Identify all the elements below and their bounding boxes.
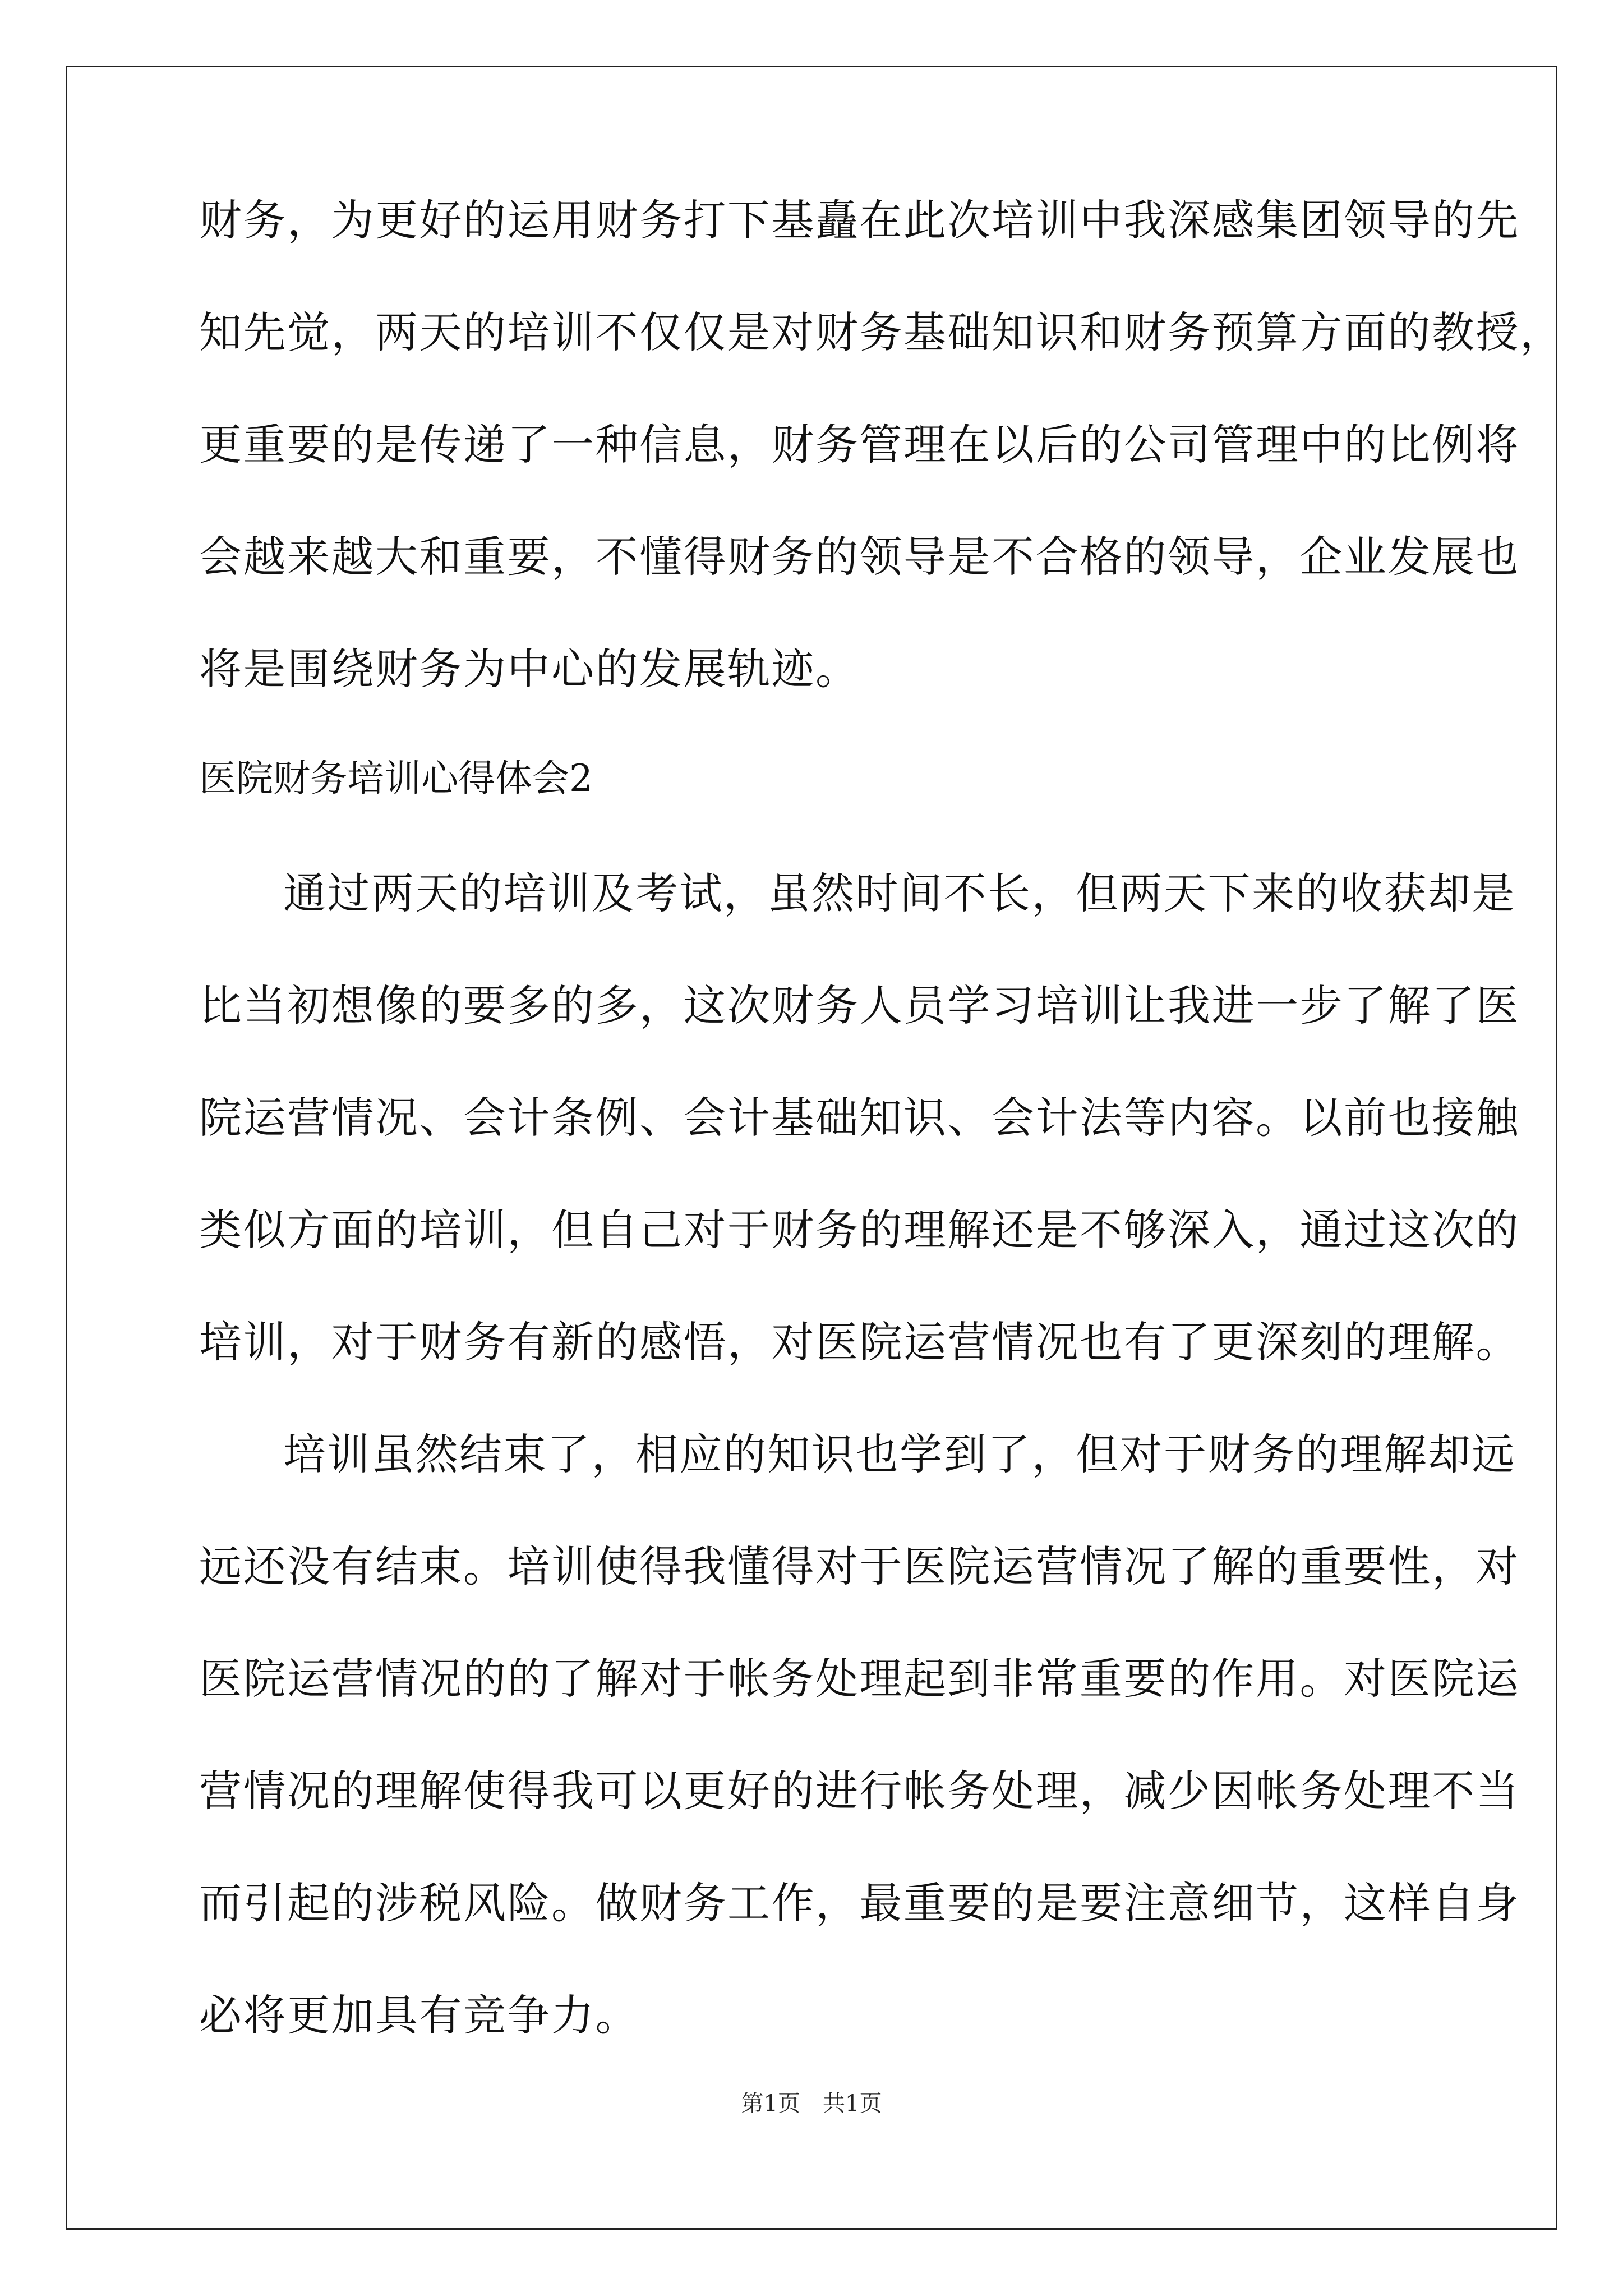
text-line: 远还没有结束。培训使得我懂得对于医院运营情况了解的重要性，对 bbox=[199, 1542, 1520, 1591]
text-line: 财务，为更好的运用财务打下基矗在此次培训中我深感集团领导的先 bbox=[199, 195, 1520, 245]
text-line: 医院运营情况的的了解对于帐务处理起到非常重要的作用。对医院运 bbox=[199, 1654, 1520, 1704]
text-line: 将是围绕财务为中心的发展轨迹。 bbox=[199, 644, 860, 694]
text-line: 必将更加具有竞争力。 bbox=[199, 1990, 639, 2040]
text-line: 通过两天的培训及考试，虽然时间不长，但两天下来的收获却是 bbox=[283, 868, 1516, 918]
paragraph-3 bbox=[199, 1429, 1520, 2106]
paragraph-1 bbox=[199, 195, 1564, 760]
document-body bbox=[199, 195, 1564, 2106]
paragraph-2 bbox=[199, 868, 1520, 1433]
text-line: 比当初想像的要多的多，这次财务人员学习培训让我进一步了解了医 bbox=[199, 981, 1520, 1030]
section-heading: 医院财务培训心得体会2 bbox=[199, 757, 593, 800]
page-number-footer: 第1页 共1页 bbox=[741, 2091, 882, 2116]
text-line: 而引起的涉税风险。做财务工作，最重要的是要注意细节，这样自身 bbox=[199, 1878, 1520, 1928]
text-line: 院运营情况、会计条例、会计基础知识、会计法等内容。以前也接触 bbox=[199, 1093, 1520, 1143]
text-line: 更重要的是传递了一种信息，财务管理在以后的公司管理中的比例将 bbox=[199, 420, 1520, 470]
text-line: 会越来越大和重要，不懂得财务的领导是不合格的领导，企业发展也 bbox=[199, 532, 1520, 582]
text-line: 培训，对于财务有新的感悟，对医院运营情况也有了更深刻的理解。 bbox=[199, 1317, 1520, 1367]
text-line: 培训虽然结束了，相应的知识也学到了，但对于财务的理解却远 bbox=[283, 1429, 1516, 1479]
text-line: 类似方面的培训，但自己对于财务的理解还是不够深入，通过这次的 bbox=[199, 1205, 1520, 1255]
text-line: 营情况的理解使得我可以更好的进行帐务处理，减少因帐务处理不当 bbox=[199, 1766, 1520, 1816]
text-line: 知先觉，两天的培训不仅仅是对财务基础知识和财务预算方面的教授， bbox=[199, 307, 1564, 357]
